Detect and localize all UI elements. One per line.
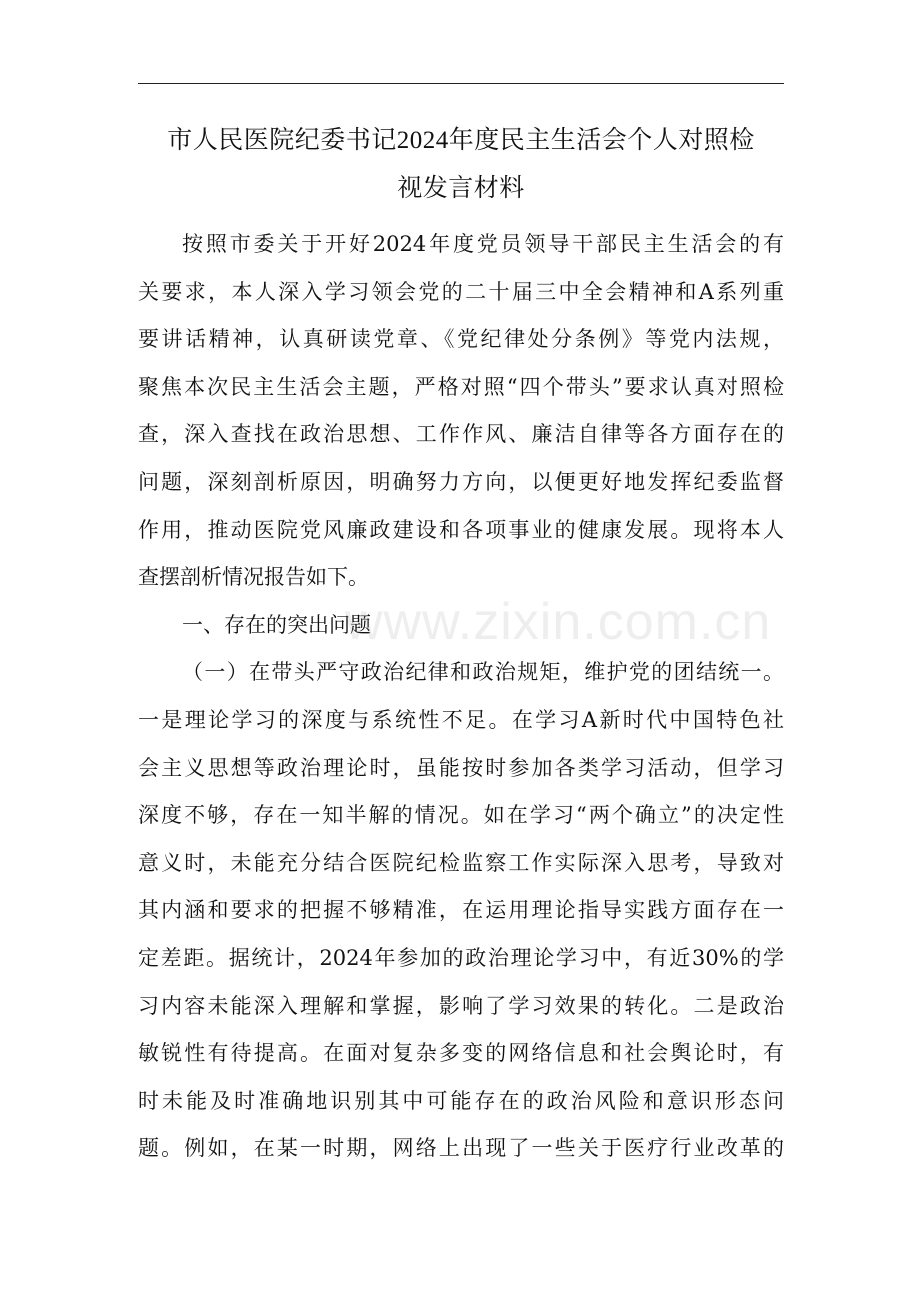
paragraph-1-line: 查摆剖析情况报告如下。 [138, 565, 369, 590]
paragraph-2-line: 会主义思想等政治理论时，虽能按时参加各类学习活动，但学习 [138, 755, 784, 780]
subsection-heading: （一）在带头严守政治纪律和政治规矩，维护党的团结统一。 [182, 660, 784, 685]
document-title-line-2: 视发言材料 [397, 175, 525, 202]
document-title-line-1: 市人民医院纪委书记2024年度民主生活会个人对照检 [167, 127, 755, 154]
paragraph-1-line: 作用，推动医院党风廉政建设和各项事业的健康发展。现将本人 [138, 517, 784, 542]
paragraph-1-line: 聚焦本次民主生活会主题，严格对照“四个带头”要求认真对照检 [138, 374, 784, 399]
paragraph-2-line: 时未能及时准确地识别其中可能存在的政治风险和意识形态问 [138, 1088, 784, 1113]
paragraph-2-line: 一是理论学习的深度与系统性不足。在学习A新时代中国特色社 [138, 707, 784, 732]
paragraph-2-line: 题。例如，在某一时期，网络上出现了一些关于医疗行业改革的 [138, 1136, 784, 1161]
paragraph-2-line: 敏锐性有待提高。在面对复杂多变的网络信息和社会舆论时，有 [138, 1041, 784, 1066]
paragraph-1-line: 问题，深刻剖析原因，明确努力方向，以便更好地发挥纪委监督 [138, 469, 784, 494]
paragraph-2-line: 深度不够，存在一知半解的情况。如在学习“两个确立”的决定性 [138, 803, 784, 828]
paragraph-2-line: 意义时，未能充分结合医院纪检监察工作实际深入思考，导致对 [138, 850, 784, 875]
paragraph-1-line: 要讲话精神，认真研读党章、《党纪律处分条例》等党内法规， [138, 327, 784, 352]
document-body [138, 221, 784, 1173]
paragraph-2-line: 定差距。据统计，2024年参加的政治理论学习中，有近30%的学 [138, 945, 784, 970]
site-watermark: www.zixin.com.cn [345, 593, 772, 651]
header-rule [138, 83, 784, 84]
paragraph-1-line: 按照市委关于开好2024年度党员领导干部民主生活会的有 [182, 232, 784, 256]
section-heading: 一、存在的突出问题 [182, 612, 371, 637]
paragraph-2-line: 习内容未能深入理解和掌握，影响了学习效果的转化。二是政治 [138, 993, 784, 1018]
paragraph-1-line: 查，深入查找在政治思想、工作作风、廉洁自律等各方面存在的 [138, 422, 784, 447]
paragraph-1-line: 关要求，本人深入学习领会党的二十届三中全会精神和A系列重 [138, 279, 784, 304]
paragraph-2-line: 其内涵和要求的把握不够精准，在运用理论指导实践方面存在一 [138, 898, 784, 923]
